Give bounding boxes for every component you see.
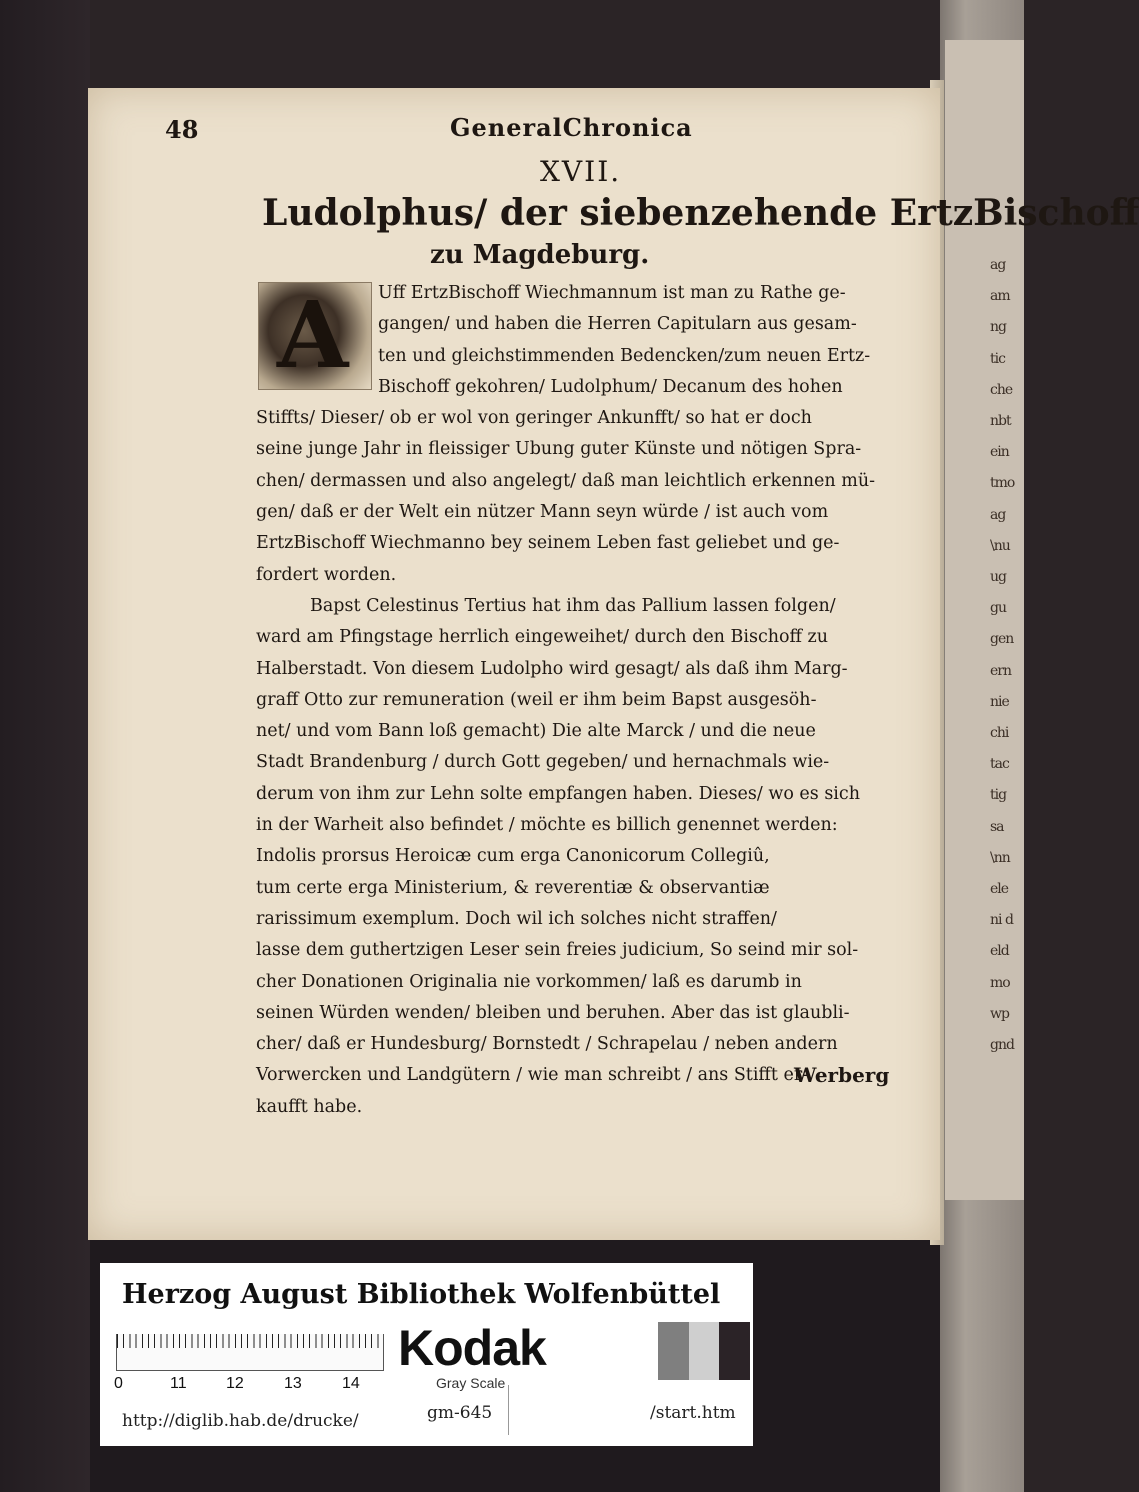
page-number: 48 (165, 115, 199, 144)
text-line: chen/ dermassen und also angelegt/ daß man leichtlich erkennen mü- (256, 470, 876, 491)
gray-patch (627, 1322, 658, 1380)
facing-fragment: \nn (990, 849, 1010, 866)
facing-fragment: nie (990, 693, 1009, 710)
ruler-label: 0 (114, 1375, 123, 1392)
facing-fragment: wp (990, 1005, 1009, 1022)
text-line: cher Donationen Originalia nie vorkommen/ laß es darumb in (256, 971, 802, 992)
gray-patch (719, 1322, 750, 1380)
scan-background-left (0, 0, 90, 1492)
facing-fragment: ag (990, 257, 1006, 273)
facing-fragment: eld (990, 943, 1009, 960)
gray-patch (658, 1322, 689, 1380)
library-name: Herzog August Bibliothek Wolfenbüttel (122, 1279, 721, 1310)
text-line: fordert worden. (256, 564, 397, 585)
text-line: ward am Pfingstage herrlich eingeweihet/ durch den Bischoff zu (256, 627, 829, 648)
text-line: Vorwercken und Landgütern / wie man schreibt / ans Stifft er- (256, 1065, 809, 1086)
facing-fragment: sa (990, 818, 1004, 835)
text-line: Stadt Brandenburg / durch Gott gegeben/ und hernachmals wie- (256, 752, 830, 773)
initial-letter: A (277, 281, 349, 389)
facing-fragment: nbt (990, 413, 1011, 430)
facing-fragment: che (990, 381, 1013, 398)
ruler-label: 14 (342, 1375, 360, 1392)
kodak-logo: Kodak (398, 1320, 546, 1376)
facing-fragment: ein (990, 444, 1009, 461)
gray-scale-patches (627, 1322, 750, 1380)
facing-fragment: ern (990, 662, 1011, 679)
facing-fragment: \nu (990, 537, 1010, 554)
facing-fragment: ng (990, 319, 1006, 336)
facing-fragment: gu (990, 600, 1006, 617)
color-target-card (100, 1263, 753, 1446)
text-line: Bischoff gekohren/ Ludolphum/ Decanum des hohen (378, 376, 843, 397)
facing-fragment: tig (990, 787, 1007, 804)
text-line: Stiffts/ Dieser/ ob er wol von geringer Ankunfft/ so hat er doch (256, 408, 812, 429)
catchword: Werberg (794, 1063, 890, 1087)
facing-fragment: ni d (990, 912, 1013, 929)
text-line: derum von ihm zur Lehn solte empfangen haben. Dieses/ wo es sich (256, 783, 860, 804)
facing-fragment: chi (990, 725, 1009, 742)
text-line: Halberstadt. Von diesem Ludolpho wird gesagt/ als daß ihm Marg- (256, 658, 848, 679)
text-line: lasse dem guthertzigen Leser sein freies judicium, So seind mir sol- (256, 940, 859, 961)
text-line: ErtzBischoff Wiechmanno bey seinem Leben fast geliebet und ge- (256, 533, 840, 554)
url-right: /start.htm (650, 1403, 736, 1423)
divider (508, 1385, 509, 1435)
text-line: seine junge Jahr in fleissiger Ubung guter Künste und nötigen Spra- (256, 439, 862, 460)
ruler-label: 11 (170, 1375, 187, 1392)
facing-fragment: gnd (990, 1037, 1014, 1054)
gray-scale-label: Gray Scale (436, 1375, 506, 1391)
text-line: net/ und vom Bann loß gemacht) Die alte Marck / und die neue (256, 721, 816, 742)
text-line: rarissimum exemplum. Doch wil ich solches nicht straffen/ (256, 908, 777, 929)
facing-fragment: mo (990, 974, 1010, 991)
text-line: gen/ daß er der Welt ein nützer Mann seyn würde / ist auch vom (256, 502, 829, 523)
facing-fragment: ele (990, 881, 1009, 898)
text-line: Indolis prorsus Heroicæ cum erga Canonicorum Collegiû, (256, 846, 770, 867)
text-line: gangen/ und haben die Herren Capitularn aus gesam- (378, 314, 857, 335)
facing-fragment: ag (990, 506, 1006, 523)
running-title: GeneralChronica (450, 113, 693, 142)
chapter-number: XVII. (540, 155, 622, 188)
chapter-subtitle: zu Magdeburg. (430, 240, 650, 270)
facing-fragment: tac (990, 756, 1009, 773)
body-text (256, 278, 894, 1123)
ruler-label: 13 (284, 1375, 302, 1392)
decorated-initial (258, 282, 372, 390)
text-line: ten und gleichstimmenden Bedencken/zum neuen Ertz- (378, 345, 871, 366)
facing-page-text (990, 250, 1024, 1090)
ruler-label: 12 (226, 1375, 244, 1392)
url-left: http://diglib.hab.de/drucke/ (122, 1411, 359, 1431)
text-line: tum certe erga Ministerium, & reverentiæ & observantiæ (256, 877, 770, 898)
gray-patch (689, 1322, 720, 1380)
ruler (116, 1334, 384, 1371)
text-line: in der Warheit also befindet / möchte es billich genennet werden: (256, 815, 838, 836)
facing-fragment: tic (990, 350, 1005, 367)
facing-fragment: tmo (990, 475, 1015, 492)
text-line: graff Otto zur remuneration (weil er ihm beim Bapst ausgesöh- (256, 689, 817, 710)
text-line: Uff ErtzBischoff Wiechmannum ist man zu Rathe ge- (378, 283, 846, 303)
text-line: seinen Würden wenden/ bleiben und beruhen. Aber das ist glaubli- (256, 1002, 850, 1023)
text-line: cher/ daß er Hundesburg/ Bornstedt / Schrapelau / neben andern (256, 1034, 838, 1055)
url-middle: gm-645 (427, 1403, 493, 1423)
facing-fragment: am (990, 288, 1010, 305)
facing-fragment: gen (990, 631, 1014, 648)
chapter-title: Ludolphus/ der siebenzehende ErtzBischoff (262, 192, 1139, 234)
text-line: kaufft habe. (256, 1096, 363, 1117)
facing-fragment: ug (990, 569, 1006, 586)
text-line: Bapst Celestinus Tertius hat ihm das Pallium lassen folgen/ (310, 595, 836, 616)
